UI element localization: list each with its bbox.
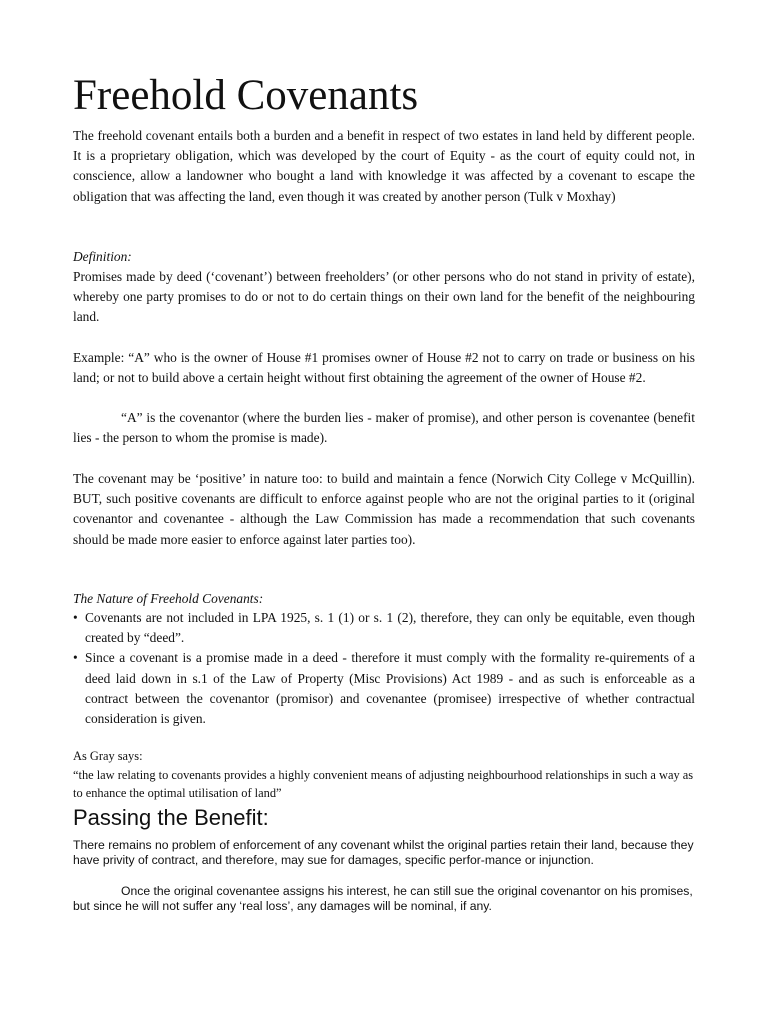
example-paragraph: Example: “A” who is the owner of House #1 promises owner of House #2 not to carry on trade or business on his land; or not to build above a certain height without first obtaining the agreement of the owner of House #2. (73, 350, 695, 386)
bullet-icon: • (73, 650, 78, 666)
list-item-text: Since a covenant is a promise made in a deed - therefore it must comply with the formality re-quirements of a deed laid down in s.1 of the Law of Property (Misc Provisions) Act 1989 - and as such is enforceable as a contract between the covenantor (promisor) and covenantee (promisee) irrespective of whether contractual consideration is given. (85, 650, 695, 727)
passing-benefit-indented-paragraph: Once the original covenantee assigns his interest, he can still sue the original covenantor on his promises, but since he will not suffer any ‘real loss’, any damages will be nominal, if any. (73, 884, 693, 914)
bullet-icon: • (73, 610, 78, 625)
definition-paragraph: Promises made by deed (‘covenant’) between freeholders’ (or other persons who do not stand in privity of estate), whereby one party promises to do or not to do certain things on their own land for the benefit of the neighbouring land. (73, 269, 695, 325)
list-item (73, 608, 695, 648)
gray-intro: As Gray says: (73, 749, 143, 763)
nature-heading: The Nature of Freehold Covenants: (73, 591, 264, 606)
intro-paragraph: The freehold covenant entails both a burden and a benefit in respect of two estates in land held by different people. It is a proprietary obligation, which was developed by the court of Equity - as the court of equity could not, in conscience, allow a landowner who bought a land with knowledge it was affected by a covenant to escape the obligation that was affecting the land, even though it was created by another person (Tulk v Moxhay) (73, 128, 695, 204)
example-indented-paragraph: “A” is the covenantor (where the burden lies - maker of promise), and other person is covenantee (benefit lies - the person to whom the promise is made). (73, 410, 695, 446)
list-item-text: Covenants are not included in LPA 1925, s. 1 (1) or s. 1 (2), therefore, they can only be equitable, even though created by “deed”. (85, 610, 695, 646)
nature-bullet-list (73, 608, 695, 729)
definition-heading: Definition: (73, 249, 132, 264)
positive-covenant-paragraph: The covenant may be ‘positive’ in nature too: to build and maintain a fence (Norwich City College v McQuillin). BUT, such positive covenants are difficult to enforce against people who are not the original parties to it (original covenantor and covenantee - although the Law Commission has made a recommendation that such covenants should be made more easier to enforce against later parties too). (73, 471, 695, 547)
document-title: Freehold Covenants (73, 72, 419, 119)
list-item (73, 648, 695, 729)
gray-quote: “the law relating to covenants provides a highly convenient means of adjusting neighbourhood relationships in such a way as to enhance the optimal utilisation of land” (73, 768, 694, 800)
passing-benefit-paragraph: There remains no problem of enforcement of any covenant whilst the original parties retain their land, because they have privity of contract, and therefore, may sue for damages, specific perfor-mance or injunction. (73, 838, 694, 868)
passing-benefit-heading: Passing the Benefit: (73, 805, 269, 830)
